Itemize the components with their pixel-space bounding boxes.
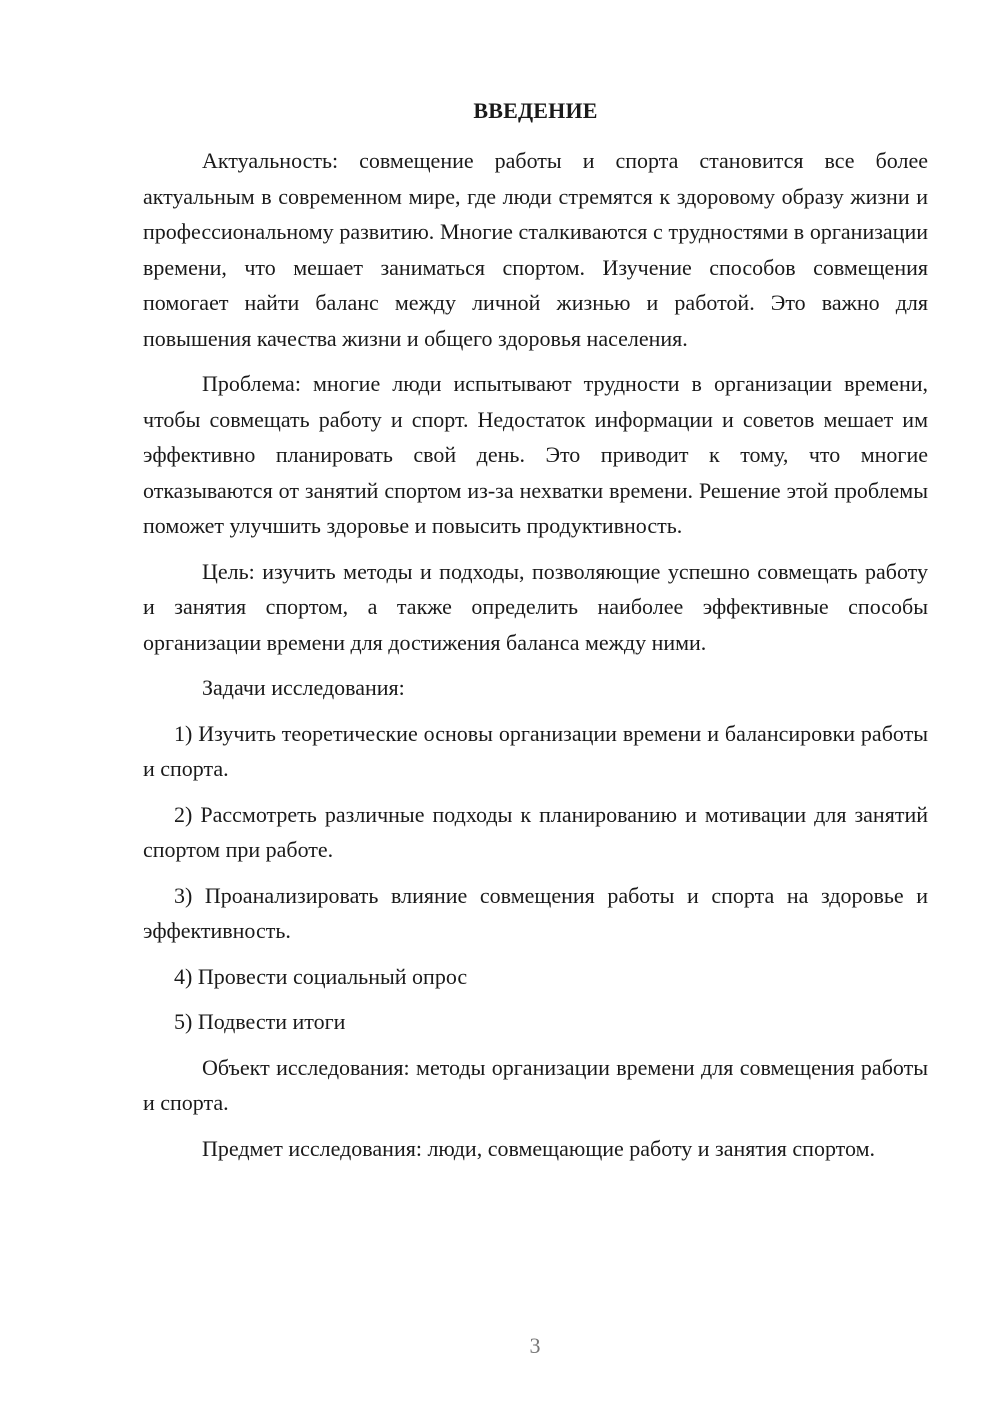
page-number: 3 bbox=[529, 1333, 541, 1358]
task-item: 4) Провести социальный опрос bbox=[174, 963, 468, 989]
paragraph-tasks-heading: Задачи исследования: bbox=[202, 675, 405, 700]
task-item: 3) Проанализировать влияние совмещения работы и спорта на здоровье и эффективность. bbox=[143, 882, 928, 943]
paragraph-problem: Проблема: многие люди испытывают трудности в организации времени, чтобы совмещать работу и спорт. Недостаток информации и советов мешает им эффективно планировать свой день. Это приводит к тому, что многие отказываются от занятий спортом из-за нехватки времени. Решение этой проблемы поможет улучшить здоровье и повысить продуктивность. bbox=[143, 371, 928, 538]
page-title: ВВЕДЕНИЕ bbox=[473, 98, 598, 123]
paragraph-subject: Предмет исследования: люди, совмещающие работу и занятия спортом. bbox=[202, 1135, 875, 1161]
paragraph-relevance: Актуальность: совмещение работы и спорта становится все более актуальным в современном мире, где люди стремятся к здоровому образу жизни и профессиональному развитию. Многие сталкиваются с трудностями в организации времени, что мешает заниматься спортом. Изучение способов совмещения помогает найти баланс между личной жизнью и работой. Это важно для повышения качества жизни и общего здоровья населения. bbox=[143, 148, 928, 351]
paragraph-goal: Цель: изучить методы и подходы, позволяющие успешно совмещать работу и занятия спортом, а также определить наиболее эффективные способы организации времени для достижения баланса между ними. bbox=[143, 558, 928, 655]
task-item: 1) Изучить теоретические основы организации времени и балансировки работы и спорта. bbox=[143, 720, 928, 781]
paragraph-object: Объект исследования: методы организации времени для совмещения работы и спорта. bbox=[143, 1054, 928, 1115]
document-page bbox=[143, 95, 928, 1176]
task-item: 2) Рассмотреть различные подходы к планированию и мотивации для занятий спортом при работе. bbox=[143, 801, 928, 862]
task-item: 5) Подвести итоги bbox=[174, 1009, 346, 1034]
